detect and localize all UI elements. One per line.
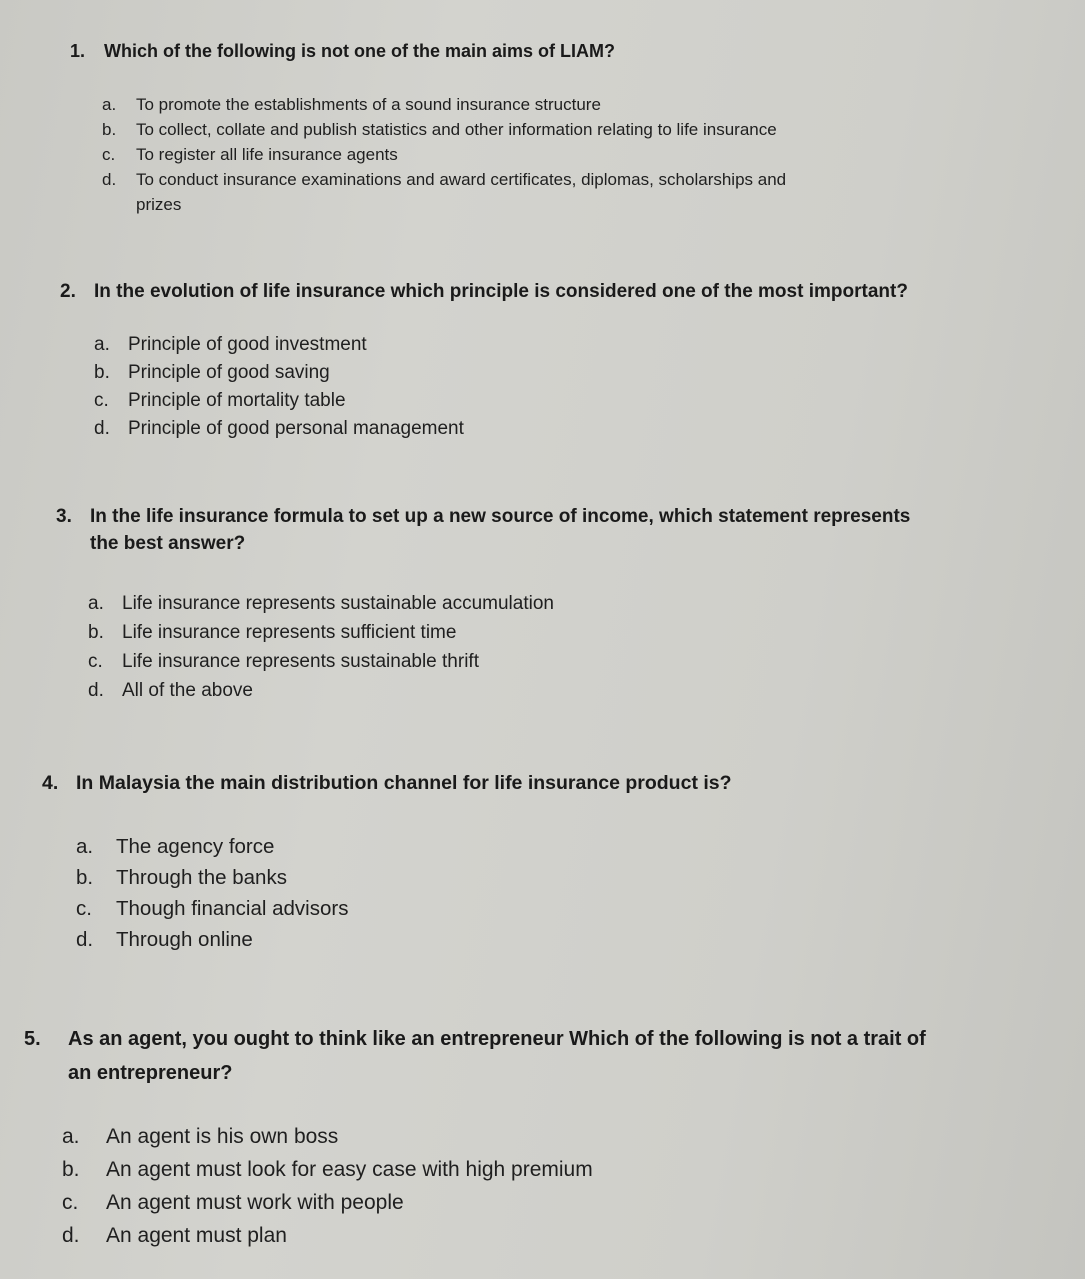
option-letter: b.: [62, 1158, 80, 1181]
question-4-options: [76, 831, 348, 955]
question-number: 2.: [60, 281, 76, 302]
option-text: An agent must plan: [106, 1224, 287, 1247]
question-3: [56, 503, 910, 557]
option-letter: a.: [62, 1125, 80, 1148]
option-item: [88, 618, 554, 647]
option-text: To promote the establishments of a sound insurance structure: [136, 95, 601, 114]
option-item: [62, 1120, 593, 1153]
question-4: [42, 770, 732, 797]
option-text: To register all life insurance agents: [136, 145, 398, 164]
option-item: [102, 117, 786, 142]
option-letter: d.: [94, 418, 110, 439]
question-text: Which of the following is not one of the main aims of LIAM?: [104, 41, 615, 61]
option-item: [62, 1186, 593, 1219]
option-letter: c.: [62, 1191, 79, 1214]
option-text: To collect, collate and publish statistics and other information relating to life insurance: [136, 120, 777, 139]
option-text: Principle of good investment: [128, 334, 367, 355]
option-item: [94, 331, 464, 359]
question-2-options: [94, 331, 464, 443]
option-text: An agent is his own boss: [106, 1125, 339, 1148]
question-text-continuation: an entrepreneur?: [68, 1062, 233, 1084]
question-number: 3.: [56, 506, 72, 527]
option-item: [102, 167, 786, 217]
option-letter: b.: [102, 120, 117, 139]
option-letter: b.: [88, 622, 104, 643]
option-letter: a.: [88, 593, 104, 614]
option-item: [62, 1153, 593, 1186]
option-letter: d.: [62, 1224, 80, 1247]
option-letter: c.: [88, 651, 103, 672]
question-1-options: [102, 92, 786, 217]
option-text: Though financial advisors: [116, 897, 349, 920]
question-5: [24, 1022, 926, 1090]
option-item: [76, 831, 348, 862]
option-letter: c.: [102, 145, 116, 164]
option-text: Life insurance represents sustainable accumulation: [122, 593, 554, 614]
option-item: [62, 1219, 593, 1252]
option-text-continuation: prizes: [136, 195, 182, 214]
option-item: [76, 924, 348, 955]
option-letter: b.: [94, 362, 110, 383]
option-text: The agency force: [116, 835, 275, 858]
question-5-options: [62, 1120, 593, 1252]
option-letter: c.: [76, 897, 92, 920]
question-number: 5.: [24, 1028, 41, 1050]
option-text: Principle of good personal management: [128, 418, 464, 439]
option-letter: d.: [76, 928, 94, 951]
option-letter: b.: [76, 866, 94, 889]
question-2: [60, 278, 908, 305]
question-1: [70, 38, 615, 65]
option-item: [88, 647, 554, 676]
option-letter: a.: [76, 835, 94, 858]
option-item: [102, 142, 786, 167]
question-text-continuation: the best answer?: [90, 533, 246, 554]
option-text: Life insurance represents sustainable thrift: [122, 651, 479, 672]
question-text: In the evolution of life insurance which principle is considered one of the most important?: [94, 281, 908, 302]
option-text: Life insurance represents sufficient time: [122, 622, 457, 643]
option-item: [94, 387, 464, 415]
option-text: Through the banks: [116, 866, 287, 889]
option-letter: d.: [88, 680, 104, 701]
option-letter: d.: [102, 170, 117, 189]
option-item: [76, 862, 348, 893]
option-text: Principle of mortality table: [128, 390, 346, 411]
option-text: An agent must work with people: [106, 1191, 404, 1214]
question-text: As an agent, you ought to think like an entrepreneur Which of the following is not a trait of: [68, 1028, 926, 1050]
option-item: [88, 676, 554, 705]
option-item: [102, 92, 786, 117]
option-text: To conduct insurance examinations and award certificates, diplomas, scholarships and: [136, 170, 787, 189]
option-text: Through online: [116, 928, 253, 951]
question-number: 4.: [42, 772, 59, 794]
option-item: [88, 589, 554, 618]
question-text: In the life insurance formula to set up a new source of income, which statement represents: [90, 506, 911, 527]
option-text: All of the above: [122, 680, 253, 701]
option-item: [76, 893, 348, 924]
question-3-options: [88, 589, 554, 705]
option-text: Principle of good saving: [128, 362, 330, 383]
question-text: In Malaysia the main distribution channel for life insurance product is?: [76, 772, 732, 794]
option-item: [94, 415, 464, 443]
option-letter: c.: [94, 390, 109, 411]
question-number: 1.: [70, 41, 86, 61]
option-item: [94, 359, 464, 387]
option-letter: a.: [102, 95, 117, 114]
option-text: An agent must look for easy case with high premium: [106, 1158, 593, 1181]
option-letter: a.: [94, 334, 110, 355]
